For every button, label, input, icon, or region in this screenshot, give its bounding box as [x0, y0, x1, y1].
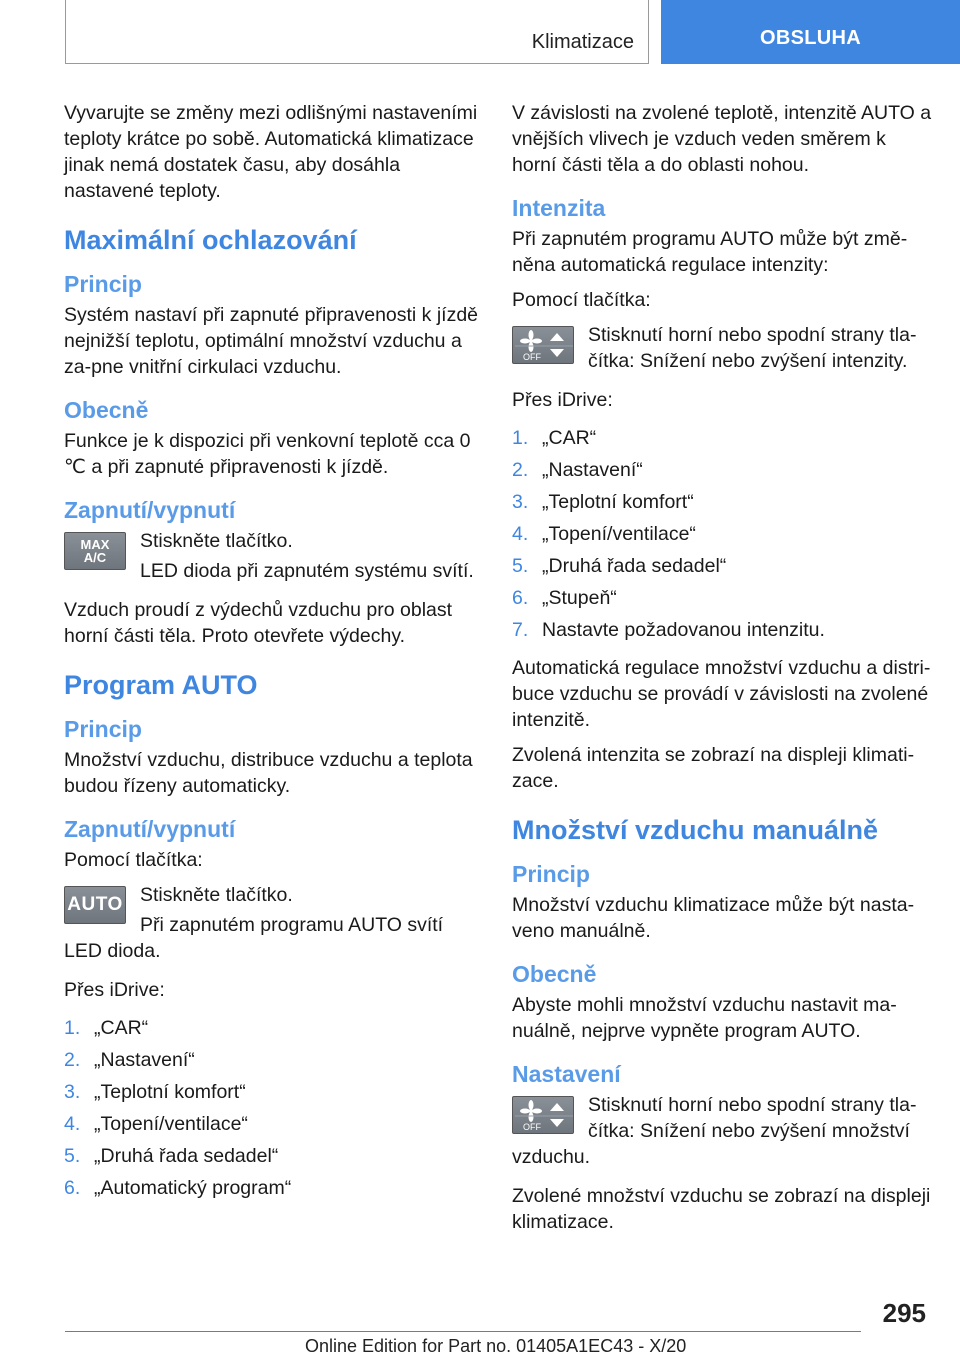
- list-text: „Stupeň“: [542, 587, 617, 609]
- heading-zapnuti: Zapnutí/vypnutí: [64, 497, 236, 523]
- list-text: „Nastavení“: [94, 1049, 195, 1071]
- list-number: 5.: [64, 1145, 81, 1167]
- list-number: 2.: [64, 1049, 81, 1071]
- list-text: „CAR“: [542, 427, 597, 449]
- heading-princip-right: Princip: [512, 861, 590, 887]
- list-text: „Druhá řada sedadel“: [542, 555, 727, 577]
- list-number: 5.: [512, 555, 529, 577]
- list-number: 1.: [64, 1017, 81, 1039]
- auto-block: [64, 882, 484, 968]
- paragraph-princip: Systém nastaví při zapnuté připravenosti k jízdě nejnižší teplotu, optimální množství vzduchu a za-pne vnitřní cirkulaci vzduchu.: [64, 304, 479, 378]
- paragraph-regulace: Automatická regulace množství vzduchu a distri-buce vzduchu se provádí v závislosti na zvolené intenzitě.: [512, 657, 931, 731]
- list-number: 3.: [64, 1081, 81, 1103]
- list-item: [512, 614, 932, 646]
- heading-max-cooling: Maximální ochlazování: [64, 225, 357, 255]
- paragraph-vzduch: Vzduch proudí z výdechů vzduchu pro oblast horní části těla. Proto otevřete výdechy.: [64, 599, 453, 647]
- press-button-text: Stiskněte tlačítko.: [140, 530, 293, 552]
- list-item: [512, 454, 932, 486]
- heading-intenzita: Intenzita: [512, 195, 606, 221]
- fan-amount-text: Stisknutí horní nebo spodní strany tla-čítka: Snížení nebo zvýšení množství vzduchu.: [512, 1094, 917, 1168]
- heading-obecne-right: Obecně: [512, 961, 597, 987]
- list-item: [64, 1076, 484, 1108]
- auto-button-icon: AUTO: [64, 886, 126, 924]
- list-text: „CAR“: [94, 1017, 149, 1039]
- list-number: 4.: [512, 523, 529, 545]
- list-number: 1.: [512, 427, 529, 449]
- list-text: „Teplotní komfort“: [542, 491, 694, 513]
- max-ac-block: [64, 528, 484, 588]
- list-item: [512, 582, 932, 614]
- heading-nastaveni: Nastavení: [512, 1061, 621, 1087]
- heading-mnozstvi: Množství vzduchu manuálně: [512, 815, 879, 845]
- list-text: „Topení/ventilace“: [94, 1113, 248, 1135]
- footer-divider: [65, 1331, 861, 1332]
- max-ac-label-top: MAX: [80, 537, 110, 552]
- off-label: OFF: [523, 1122, 541, 1132]
- intro-paragraph-right: V závislosti na zvolené teplotě, intenzitě AUTO a vnějších vlivech je vzduch veden směrem k horní části těla a do oblasti nohou.: [512, 102, 932, 176]
- list-item: [512, 550, 932, 582]
- fan-icon: [513, 327, 575, 365]
- paragraph-zvolene: Zvolené množství vzduchu se zobrazí na displeji klimatizace.: [512, 1185, 931, 1233]
- auto-led-text: Při zapnutém programu AUTO svítí LED dioda.: [64, 914, 444, 962]
- off-label: OFF: [523, 352, 541, 362]
- header-title: Klimatizace: [531, 31, 634, 53]
- led-text: LED dioda při zapnutém systému svítí.: [140, 560, 474, 582]
- idrive-steps-right: [512, 422, 932, 646]
- paragraph-obecne-right: Abyste mohli množství vzduchu nastavit ma-nuálně, nejprve vypněte program AUTO.: [512, 994, 897, 1042]
- list-text: Nastavte požadovanou intenzitu.: [542, 619, 825, 641]
- list-text: „Nastavení“: [542, 459, 643, 481]
- heading-obecne: Obecně: [64, 397, 149, 423]
- list-number: 3.: [512, 491, 529, 513]
- paragraph-zvolena: Zvolená intenzita se zobrazí na displeji klimati-zace.: [512, 744, 915, 792]
- list-number: 2.: [512, 459, 529, 481]
- header-tab: [65, 0, 649, 64]
- list-number: 6.: [512, 587, 529, 609]
- press-auto-text: Stiskněte tlačítko.: [140, 884, 293, 906]
- list-number: 4.: [64, 1113, 81, 1135]
- idrive-label: Přes iDrive:: [64, 979, 165, 1001]
- heading-zapnuti-auto: Zapnutí/vypnutí: [64, 816, 236, 842]
- footer-edition: Online Edition for Part no. 01405A1EC43 - X/20: [305, 1336, 687, 1356]
- list-text: „Teplotní komfort“: [94, 1081, 246, 1103]
- section-label: OBSLUHA: [661, 0, 960, 64]
- fan-block-amount: [512, 1092, 932, 1174]
- list-item: [64, 1140, 484, 1172]
- paragraph-princip-right: Množství vzduchu klimatizace může být nasta-veno manuálně.: [512, 894, 915, 942]
- fan-rocker-button-icon: [512, 1096, 574, 1134]
- list-text: „Automatický program“: [94, 1177, 292, 1199]
- list-text: „Topení/ventilace“: [542, 523, 696, 545]
- max-ac-label-bottom: A/C: [83, 550, 107, 565]
- paragraph-pomoci-right: Pomocí tlačítka:: [512, 289, 651, 311]
- intro-paragraph: Vyvarujte se změny mezi odlišnými nastaveními teploty krátce po sobě. Automatická klimatizace jinak nemá dostatek času, aby dosáhla nastavené teploty.: [64, 102, 478, 202]
- fan-rocker-button-icon: [512, 326, 574, 364]
- idrive-label-right: Přes iDrive:: [512, 389, 613, 411]
- idrive-steps-left: [64, 1012, 484, 1204]
- heading-princip-auto: Princip: [64, 716, 142, 742]
- list-item: [64, 1108, 484, 1140]
- list-text: „Druhá řada sedadel“: [94, 1145, 279, 1167]
- list-item: [512, 518, 932, 550]
- page-number: 295: [882, 1298, 926, 1328]
- fan-intensity-text: Stisknutí horní nebo spodní strany tla-čítka: Snížení nebo zvýšení intenzity.: [588, 324, 917, 372]
- list-number: 7.: [512, 619, 529, 641]
- paragraph-pomoci: Pomocí tlačítka:: [64, 849, 203, 871]
- list-item: [512, 486, 932, 518]
- paragraph-intenzita: Při zapnutém programu AUTO může být změ-něna automatická regulace intenzity:: [512, 228, 908, 276]
- heading-program-auto: Program AUTO: [64, 670, 258, 700]
- paragraph-princip-auto: Množství vzduchu, distribuce vzduchu a teplota budou řízeny automaticky.: [64, 749, 473, 797]
- max-ac-button-icon: [64, 532, 126, 570]
- list-number: 6.: [64, 1177, 81, 1199]
- list-item: [64, 1044, 484, 1076]
- right-column: [512, 100, 932, 1244]
- heading-princip: Princip: [64, 271, 142, 297]
- paragraph-obecne: Funkce je k dispozici při venkovní teplotě cca 0 ℃ a při zapnuté připravenosti k jízdě.: [64, 430, 471, 478]
- left-column: [64, 100, 484, 1213]
- list-item: [64, 1012, 484, 1044]
- fan-icon: [513, 1097, 575, 1135]
- fan-block-intensity: [512, 322, 932, 378]
- list-item: [512, 422, 932, 454]
- list-item: [64, 1172, 484, 1204]
